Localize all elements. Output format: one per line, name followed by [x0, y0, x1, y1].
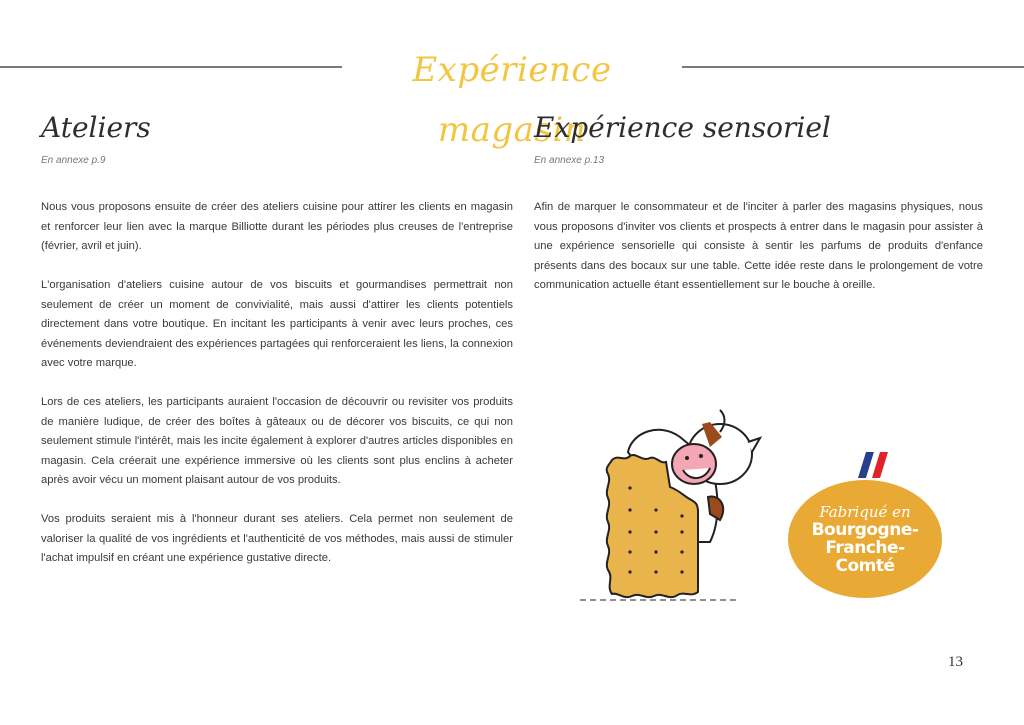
paragraph: Nous vous proposons ensuite de créer des ateliers cuisine pour attirer les clients en magasin et renforcer leur lien avec la marque Billiotte durant les périodes plus creuses de l'entreprise (février, avril et juin). [41, 201, 513, 252]
page-title: Expérience magasin [412, 50, 612, 150]
section-ateliers [41, 105, 513, 569]
section-experience-sensoriel [534, 105, 983, 296]
header-rule-left [0, 66, 342, 68]
made-in-bourgogne-badge [788, 450, 944, 606]
cow-biscuit-illustration [570, 402, 770, 602]
paragraph: Lors de ces ateliers, les participants auraient l'occasion de découvrir ou revisiter vos produits de manière ludique, de créer des boîtes à gâteaux ou de décorer vos biscuits, ce qui non seulement stimule l'intérêt, mais les incite également à explorer d'autres articles disponibles en magasin. Cela créerait une expérience immersive où les clients sont plus enclins à acheter après avoir vécu un moment plaisant autour de vos produits. [41, 396, 513, 486]
badge-line-4: Comté [835, 556, 895, 576]
paragraph: L'organisation d'ateliers cuisine autour de vos biscuits et gourmandises permettrait non seulement de créer un moment de convivialité, mais aussi d'attirer les clients potentiels directement dans votre boutique. En incitant les participants à venir avec leurs proches, ces événements deviendraient des expériences partagées qui renforceraient les liens, la connexion avec votre marque. [41, 279, 513, 369]
header-rule-right [682, 66, 1024, 68]
badge-line-3: Franche- [825, 538, 905, 558]
badge-line-2: Bourgogne- [811, 520, 919, 540]
french-flag-ribbon-icon [852, 450, 892, 480]
section-title: Expérience sensoriel [534, 111, 831, 144]
paragraph: Afin de marquer le consommateur et de l'inciter à parler des magasins physiques, nous vous proposons d'inviter vos clients et prospects à entrer dans le magasin pour assister à une expérience sensorielle qui consiste à sentir les parfums de produits d'enfance présents dans des bocaux sur une table. Cette idée reste dans le prolongement de votre communication actuelle étant essentiellement sur le bouche à oreille. [534, 201, 983, 291]
annex-reference: En annexe p.13 [534, 155, 605, 166]
paragraph: Vos produits seraient mis à l'honneur durant ses ateliers. Cela permet non seulement de valoriser la qualité de vos ingrédients et l'authenticité de vos méthodes, mais aussi de stimuler l'achat impulsif en créant une expérience gustative directe. [41, 513, 513, 564]
badge-line-1: Fabriqué en [819, 503, 911, 521]
page-number: 13 [948, 654, 963, 670]
badge-circle [788, 480, 942, 598]
annex-reference: En annexe p.9 [41, 155, 106, 166]
section-title: Ateliers [41, 111, 151, 144]
